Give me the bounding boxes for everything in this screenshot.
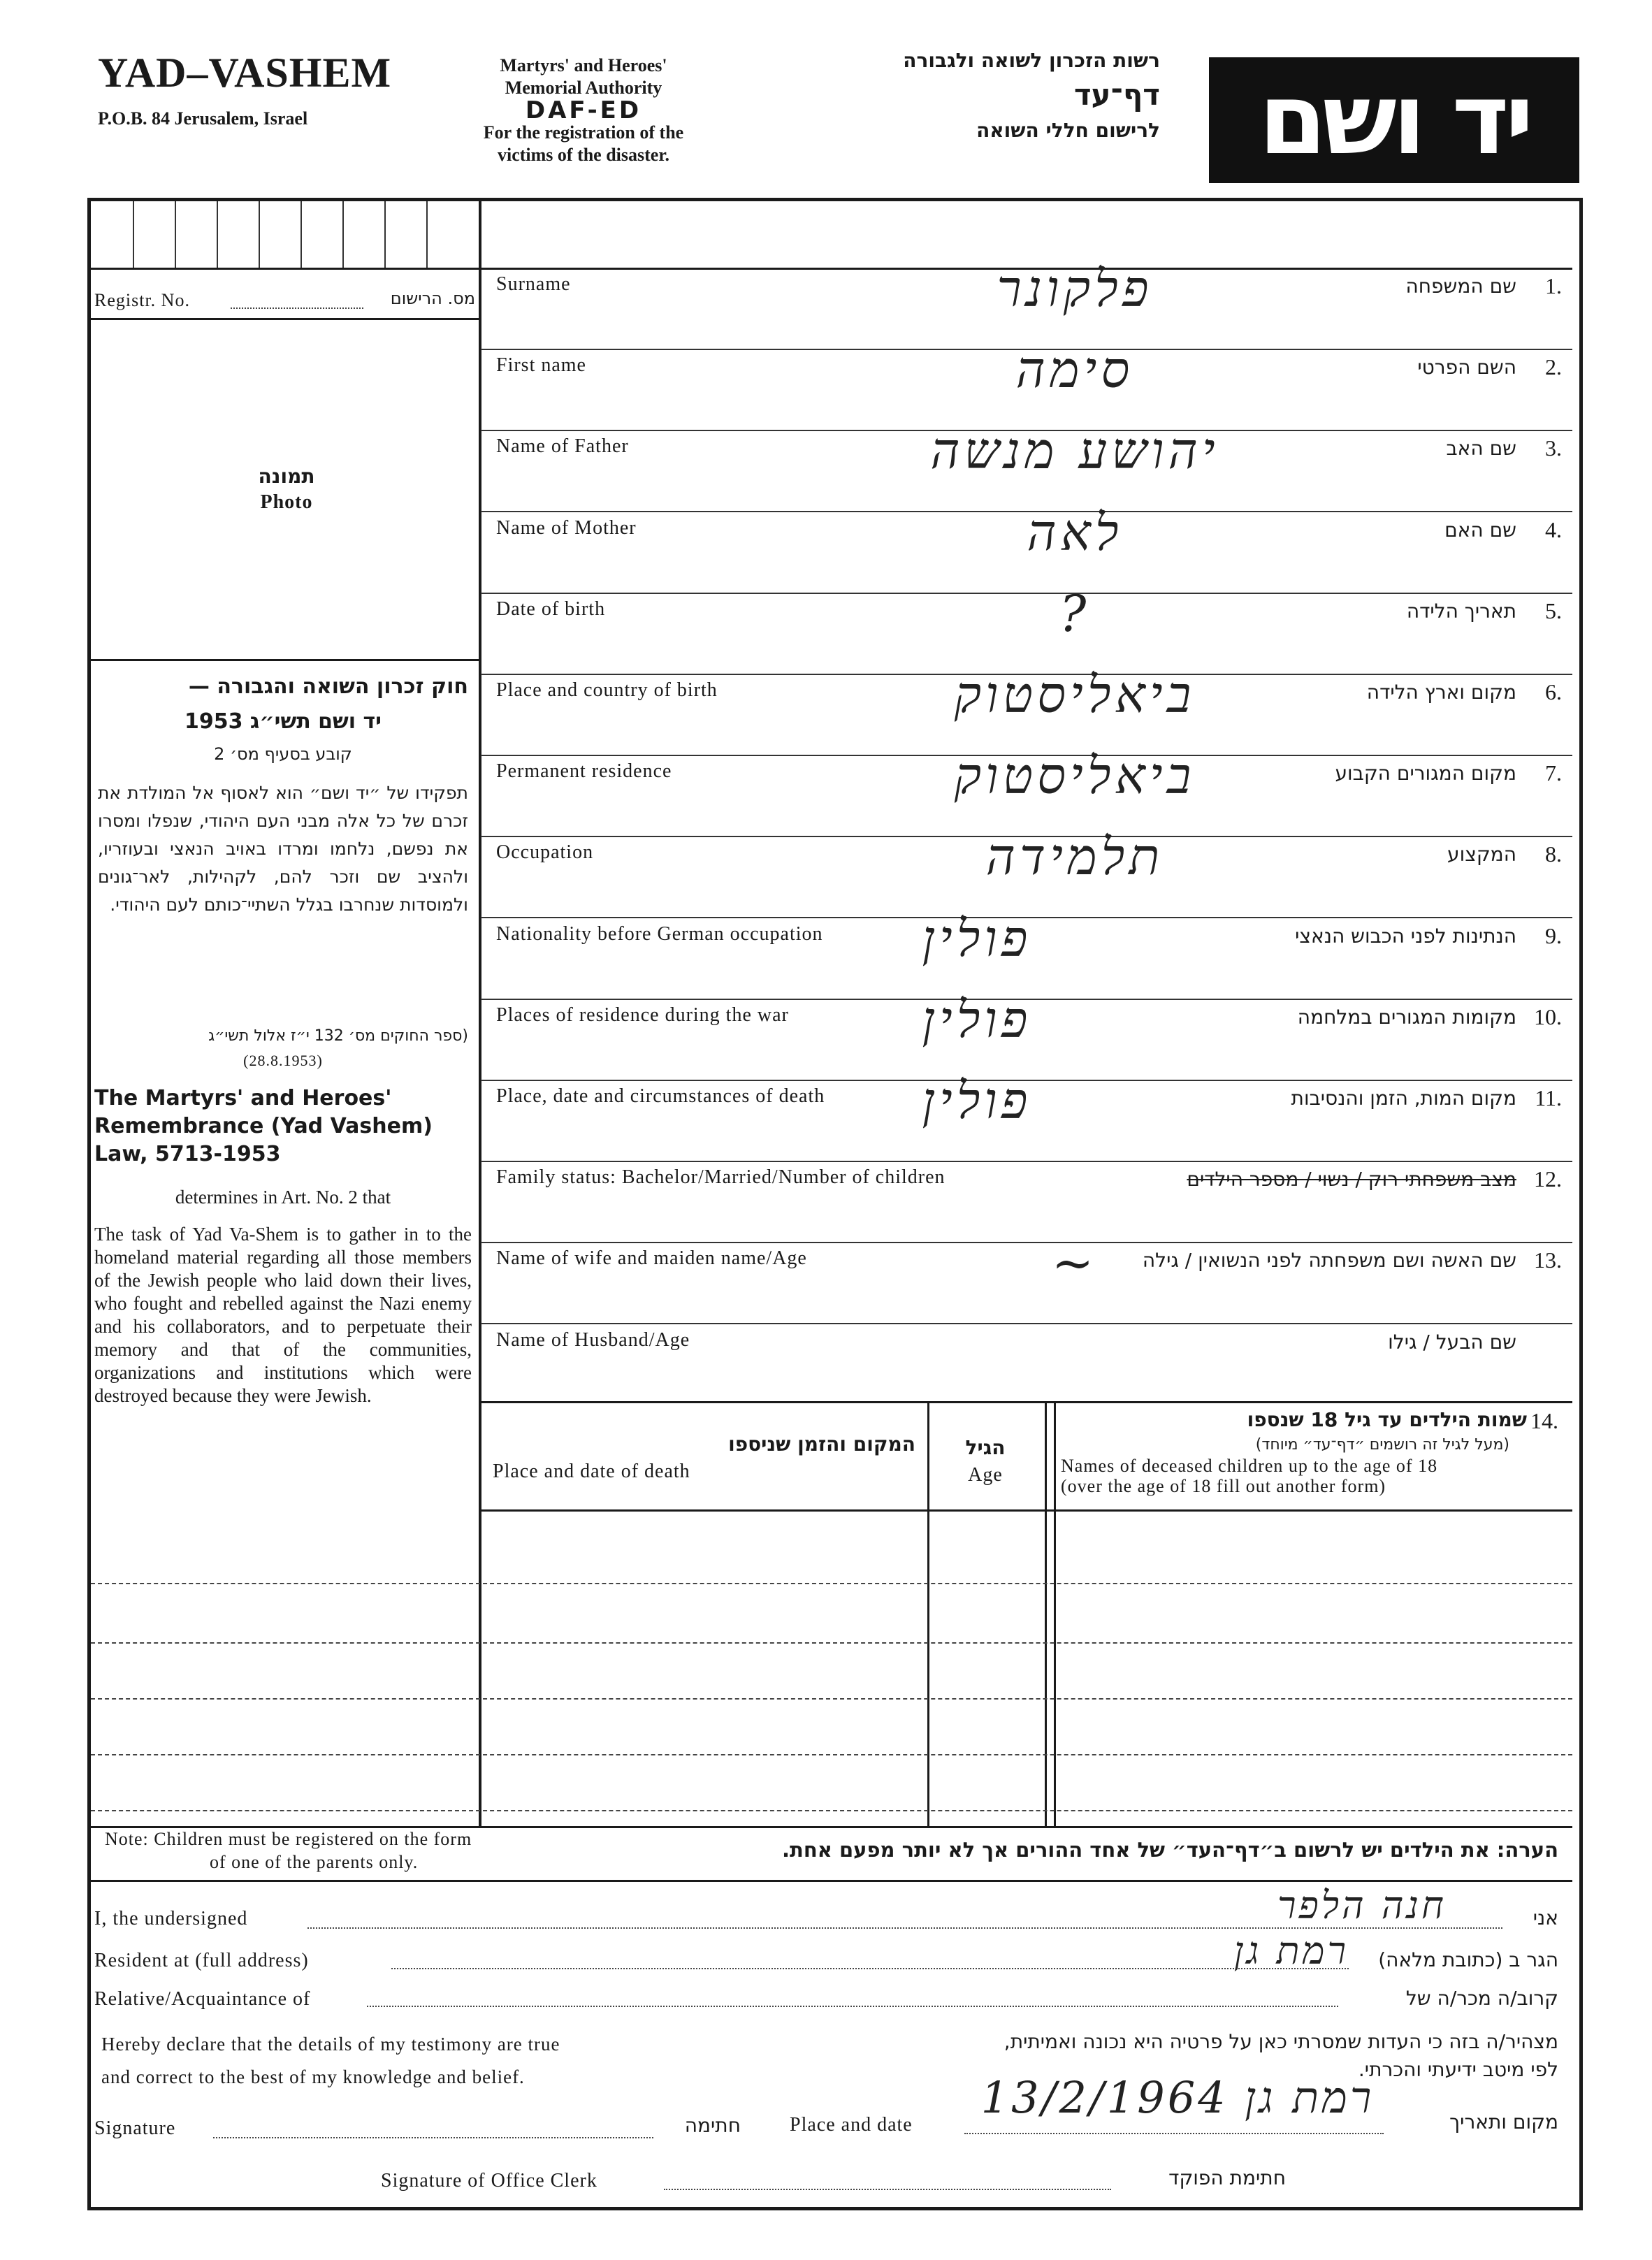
field-label-he: השם הפרטי	[1417, 356, 1516, 379]
children-header-rule	[479, 1509, 1572, 1512]
note-en-2: of one of the parents only.	[210, 1852, 419, 1872]
clerk-dots	[664, 2189, 1111, 2190]
purpose-he: לרישום חללי השואה	[976, 119, 1160, 142]
children-col-1	[927, 1401, 929, 1826]
field-label-he: מקום המות, הזמן והנסיבות	[1291, 1087, 1516, 1110]
resident-en: Resident at (full address)	[94, 1950, 309, 1971]
field-label-en: Places of residence during the war	[496, 1004, 789, 1026]
children-note-en: (over the age of 18 fill out another form)	[1061, 1476, 1386, 1496]
photo-label-he: תמונה	[258, 465, 315, 488]
field-row	[481, 1071, 1572, 1161]
note-top-rule	[91, 1826, 1572, 1828]
field-value: ביאליסטוק	[954, 665, 1196, 724]
children-title-en: Names of deceased children up to the age of 18	[1061, 1456, 1438, 1476]
field-number: 10.	[1534, 1004, 1562, 1029]
field-label-en: First name	[496, 354, 586, 376]
field-label-en: Place and country of birth	[496, 679, 718, 701]
hebrew-header	[769, 49, 1160, 142]
field-number: 7.	[1545, 760, 1562, 785]
law-title-en: The Martyrs' and Heroes' Remembrance (Yad Vashem) Law, 5713-1953	[94, 1086, 433, 1166]
field-label-en: Nationality before German occupation	[496, 923, 823, 945]
registration-grid	[91, 201, 479, 268]
resident-value: רמת גן	[1233, 1929, 1349, 1973]
authority-he: רשות הזכרון לשואה ולגבורה	[903, 49, 1160, 72]
place-date-en: Place and date	[790, 2114, 913, 2136]
child-row-line	[91, 1698, 1572, 1700]
yad-vashem-logo: יד ושם	[1209, 57, 1579, 183]
law-title-he-2: יד ושם תשי״ג 1953	[184, 709, 382, 734]
field-label-he: תאריך הלידה	[1406, 600, 1516, 623]
field-label-he: שם האשה ושם משפחתה לפני הנשואין / גילה	[1142, 1249, 1516, 1272]
field-number: 11.	[1535, 1085, 1562, 1110]
relative-en: Relative/Acquaintance of	[94, 1988, 311, 2010]
field-row	[481, 584, 1572, 674]
field-label-en: Place, date and circumstances of death	[496, 1085, 825, 1107]
photo-rule	[91, 659, 479, 661]
place-label-he: המקום והזמן שניספו	[728, 1433, 915, 1456]
field-label-he: מקומות המגורים במלחמה	[1297, 1006, 1516, 1029]
law-text-he: תפקידו של ״יד ושם״ הוא לאסוף אל המולדת את זכרם של כל אלה מבני העם היהודי, שנפלו ומסרו את נפשם, נלחמו ומרדו באויב הנאצי ובעוזריו, ולהציב שם וזכר להם, לקהילות, לאר־גונים ולמוסדות שנחרבו בגלל השתיי־כותם לעם היהודי.	[98, 783, 468, 915]
clerk-en: Signature of Office Clerk	[381, 2170, 597, 2192]
children-note-he: (מעל לגיל זה רושמים ״דף־עד״ מיוחד)	[1255, 1436, 1509, 1454]
law-title-he-1: חוק זכרון השואה והגבורה —	[188, 674, 468, 699]
signature-dots	[213, 2137, 653, 2138]
field-row	[481, 340, 1572, 430]
field-value: תלמידה	[985, 827, 1164, 886]
age-label-he: הגיל	[965, 1436, 1006, 1459]
org-name: YAD–VASHEM	[98, 50, 392, 96]
field-label-en: Name of Father	[496, 435, 629, 457]
field-number: 9.	[1545, 923, 1562, 948]
authority-line-2: Memorial Authority	[505, 78, 662, 98]
place-date-he: מקום ותאריך	[1449, 2110, 1558, 2134]
age-label-en: Age	[968, 1464, 1003, 1486]
law-title-he-3: קובע בסעיף מס׳ 2	[214, 744, 352, 764]
law-ref-date: (28.8.1953)	[243, 1052, 323, 1069]
place-date-value: רמת גן 13/2/1964	[980, 2072, 1375, 2123]
field-row	[481, 746, 1572, 836]
note-he: הערה: את הילדים יש לרשום ב״דף־העד״ של אחד ההורים אך לא יותר מפעם אחת.	[782, 1838, 1558, 1862]
field-row	[481, 259, 1572, 349]
registr-label-en: Registr. No.	[94, 290, 190, 310]
purpose-line-2: victims of the disaster.	[497, 145, 669, 165]
registr-dots	[231, 307, 363, 309]
photo-label-en: Photo	[260, 491, 313, 513]
field-value: ?	[1059, 584, 1091, 643]
field-row	[481, 1324, 1572, 1405]
registr-label-he: מס. הרישום	[390, 289, 475, 308]
clerk-he: חתימת הפוקד	[1168, 2166, 1286, 2189]
resident-he: הגר ב (כתובת מלאה)	[1378, 1948, 1558, 1971]
declare-he-1: מצהיר/ה בזה כי העדות שמסרתי כאן על פרטיה היא נכונה ואמיתית,	[1003, 2030, 1558, 2053]
field-label-en: Name of Mother	[496, 517, 637, 539]
field-value: ~	[1051, 1233, 1099, 1292]
undersigned-en: I, the undersigned	[94, 1908, 248, 1929]
field-label-he: מקום המגורים הקבוע	[1335, 762, 1516, 785]
field-number: 1.	[1545, 273, 1562, 298]
children-top-rule	[479, 1401, 1572, 1403]
field-number: 4.	[1545, 517, 1562, 542]
field-value: פולין	[922, 909, 1032, 968]
field-row	[481, 1233, 1572, 1323]
field-value: פולין	[922, 1071, 1032, 1130]
field-label-he: שם הבעל / גילו	[1388, 1331, 1516, 1354]
field-label-en: Occupation	[496, 841, 594, 863]
field-row	[481, 1161, 1572, 1242]
field-number: 3.	[1545, 435, 1562, 461]
field-label-en: Date of birth	[496, 598, 606, 620]
field-number: 8.	[1545, 841, 1562, 867]
field-number: 12.	[1534, 1166, 1562, 1191]
field-row	[481, 665, 1572, 755]
field-row	[481, 421, 1572, 511]
children-title-he: שמות הילדים עד גיל 18 שנספו	[1247, 1408, 1527, 1431]
children-num: 14.	[1530, 1408, 1558, 1433]
law-text-en: The task of Yad Va-Shem is to gather in to the homeland material regarding all those members of the Jewish people who laid down their lives, who fought and rebelled against the Nazi enemy and his collaborators, and to perpetuate their memory and that of the communities, organizations and institutions which were destroyed because they were Jewish.	[94, 1224, 472, 1406]
child-row-line	[91, 1810, 1572, 1811]
field-row	[481, 827, 1572, 917]
registr-rule	[91, 318, 479, 320]
field-label-en: Permanent residence	[496, 760, 672, 782]
daf-ed-label: DAF-ED	[525, 96, 642, 124]
child-row-line	[91, 1754, 1572, 1755]
field-number: 2.	[1545, 354, 1562, 379]
field-label-en: Name of wife and maiden name/Age	[496, 1247, 807, 1269]
purpose-line-1: For the registration of the	[483, 122, 684, 143]
field-value: פולין	[922, 990, 1032, 1049]
field-value: ביאליסטוק	[954, 746, 1196, 805]
field-label-he: מצב משפחתי רוק / נשוי / מספר הילדים	[1187, 1168, 1516, 1191]
field-value: פלקונר	[997, 259, 1153, 318]
undersigned-he: אני	[1533, 1906, 1558, 1929]
field-label-en: Family status: Bachelor/Married/Number of children	[496, 1166, 945, 1188]
authority-line-1: Martyrs' and Heroes'	[500, 55, 667, 75]
relative-dots	[367, 2006, 1338, 2007]
field-number: 13.	[1534, 1247, 1562, 1273]
center-header	[419, 55, 748, 166]
place-label-en: Place and date of death	[493, 1461, 690, 1482]
field-number: 6.	[1545, 679, 1562, 704]
org-address: P.O.B. 84 Jerusalem, Israel	[98, 108, 308, 129]
child-row-line	[91, 1583, 1572, 1584]
children-col-3	[1054, 1401, 1056, 1826]
relative-he: קרוב/ה מכר/ה של	[1405, 1987, 1558, 2010]
signature-en: Signature	[94, 2117, 176, 2139]
declare-en-2: and correct to the best of my knowledge and belief.	[101, 2066, 525, 2087]
field-value: לאה	[1027, 503, 1123, 562]
undersigned-value: חנה הלפר	[1277, 1883, 1447, 1927]
daf-ed-he: דף־עד	[1073, 78, 1160, 112]
field-number: 5.	[1545, 598, 1562, 623]
law-ref-he: (ספר החוקים מס׳ 132 י״ז אלול תשי״ג	[208, 1027, 468, 1045]
place-date-dots	[964, 2133, 1384, 2134]
field-label-he: שם האב	[1446, 437, 1516, 460]
field-value: סימה	[1015, 340, 1134, 399]
field-value: יהושע מנשה	[930, 421, 1219, 480]
field-label-he: המקצוע	[1447, 843, 1516, 866]
field-label-he: מקום וארץ הלידה	[1366, 681, 1516, 704]
law-art-en: determines in Art. No. 2 that	[175, 1187, 391, 1208]
field-label-en: Name of Husband/Age	[496, 1329, 690, 1351]
field-row	[481, 503, 1572, 593]
children-col-2	[1045, 1401, 1047, 1826]
field-label-he: הנתינות לפני הכבוש הנאצי	[1295, 925, 1516, 948]
field-label-he: שם האם	[1444, 519, 1516, 542]
declare-he-2: לפי מיטב ידיעתי והכרתי.	[1358, 2058, 1558, 2081]
note-en-1: Note: Children must be registered on the form	[105, 1829, 472, 1849]
field-row	[481, 990, 1572, 1080]
field-row	[481, 909, 1572, 999]
field-label-en: Surname	[496, 273, 571, 295]
note-bottom-rule	[91, 1880, 1572, 1882]
field-label-he: שם המשפחה	[1405, 275, 1516, 298]
declare-en-1: Hereby declare that the details of my testimony are true	[101, 2034, 560, 2055]
child-row-line	[91, 1642, 1572, 1644]
signature-he: חתימה	[684, 2114, 741, 2137]
